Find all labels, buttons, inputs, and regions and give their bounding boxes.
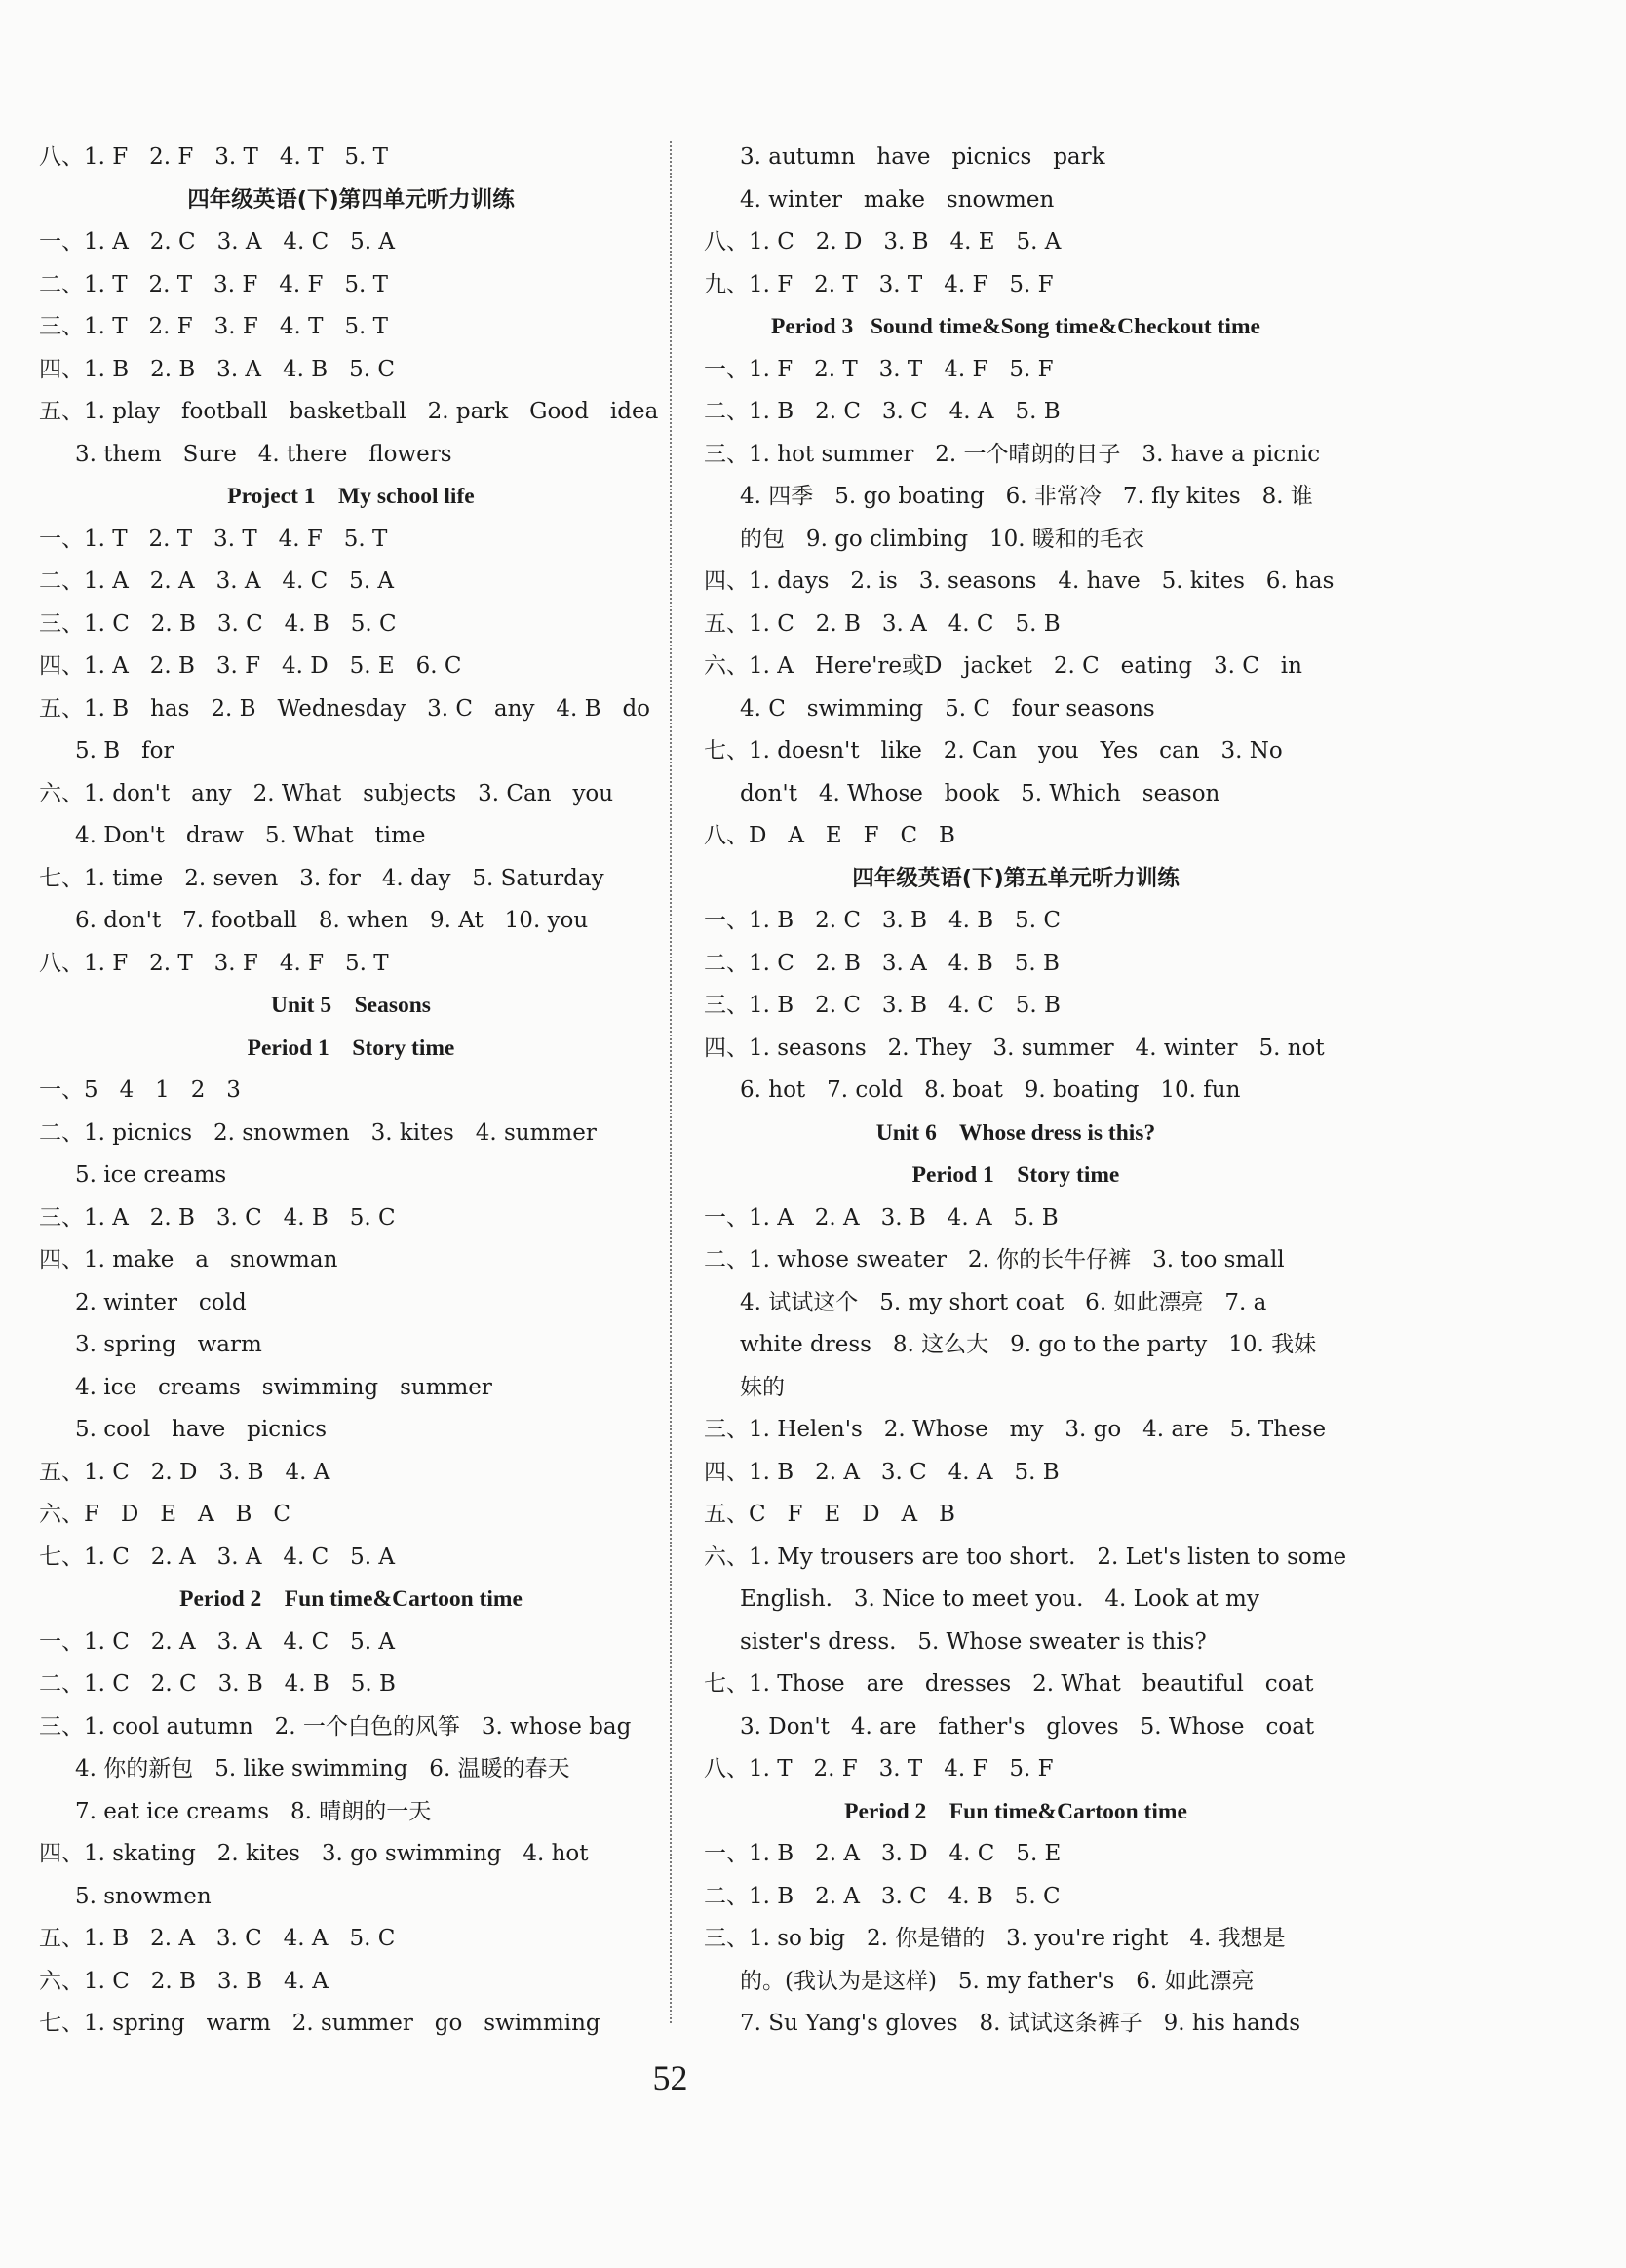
answer-line: 七、1. C 2. A 3. A 4. C 5. A [39, 1544, 396, 1570]
answer-line: 二、1. C 2. B 3. A 4. B 5. B [704, 950, 1060, 976]
answer-line: 六、1. C 2. B 3. B 4. A [39, 1968, 329, 1994]
answer-line: 三、1. hot summer 2. 一个晴朗的日子 3. have a picnic [704, 441, 1321, 467]
right-column [704, 137, 1347, 2046]
answer-line: 七、1. spring warm 2. summer go swimming [39, 2011, 600, 2036]
answer-line: 四、1. skating 2. kites 3. go swimming 4. hot [39, 1841, 589, 1866]
answer-line: 5. B for [75, 738, 174, 763]
answer-line: 七、1. doesn't like 2. Can you Yes can 3. No [704, 738, 1283, 763]
answer-line: 3. them Sure 4. there flowers [75, 441, 452, 467]
answer-line: 4. 试试这个 5. my short coat 6. 如此漂亮 7. a [740, 1289, 1267, 1315]
answer-line: 二、1. T 2. T 3. F 4. F 5. T [39, 271, 388, 297]
answer-line: 4. ice creams swimming summer [75, 1374, 492, 1400]
answer-line: 三、1. A 2. B 3. C 4. B 5. C [39, 1204, 396, 1231]
answer-line: 4. 你的新包 5. like swimming 6. 温暖的春天 [75, 1756, 570, 1781]
answer-line: 六、F D E A B C [39, 1502, 290, 1527]
page-number: 52 [652, 2058, 688, 2097]
answer-line: 六、1. A Here're或D jacket 2. C eating 3. C in [704, 653, 1302, 679]
answer-line: 四、1. seasons 2. They 3. summer 4. winter 5. not [704, 1035, 1325, 1061]
answer-line: 三、1. B 2. C 3. B 4. C 5. B [704, 993, 1061, 1018]
answer-line: 一、1. B 2. A 3. D 4. C 5. E [704, 1841, 1062, 1866]
answer-line: 四、1. B 2. A 3. C 4. A 5. B [704, 1459, 1060, 1485]
answer-line: 一、1. A 2. C 3. A 4. C 5. A [39, 229, 396, 254]
column-divider [670, 141, 672, 2023]
left-column [39, 137, 663, 2046]
answer-line: 2. winter cold [75, 1289, 247, 1315]
answer-line: 5. snowmen [75, 1883, 212, 1909]
section-heading: Period 1 Story time [911, 1162, 1120, 1188]
answer-line: 一、1. T 2. T 3. T 4. F 5. T [39, 526, 388, 552]
answer-line: 五、1. B 2. A 3. C 4. A 5. C [39, 1926, 396, 1951]
answer-line: 五、1. B has 2. B Wednesday 3. C any 4. B do [39, 695, 651, 722]
answer-line: 四、1. A 2. B 3. F 4. D 5. E 6. C [39, 653, 462, 679]
answer-line: 三、1. T 2. F 3. F 4. T 5. T [39, 314, 388, 339]
answer-line: 的包 9. go climbing 10. 暖和的毛衣 [740, 526, 1144, 552]
section-heading: Unit 5 Seasons [271, 993, 431, 1018]
answer-line: 7. eat ice creams 8. 晴朗的一天 [75, 1798, 432, 1824]
answer-line: 二、1. B 2. A 3. C 4. B 5. C [704, 1883, 1061, 1909]
answer-line: don't 4. Whose book 5. Which season [740, 780, 1220, 806]
answer-line: 4. 四季 5. go boating 6. 非常冷 7. fly kites 8. 谁 [740, 484, 1313, 509]
answer-line: 4. winter make snowmen [740, 186, 1055, 213]
answer-line: 一、1. C 2. A 3. A 4. C 5. A [39, 1628, 396, 1655]
answer-line: 五、1. C 2. D 3. B 4. A [39, 1459, 330, 1485]
answer-line: 七、1. time 2. seven 3. for 4. day 5. Saturday [39, 865, 604, 891]
answer-line: 5. ice creams [75, 1162, 227, 1188]
answer-line: 6. hot 7. cold 8. boat 9. boating 10. fun [740, 1077, 1241, 1103]
answer-line: 八、1. T 2. F 3. T 4. F 5. F [704, 1756, 1054, 1781]
section-heading: Period 3 Sound time&Song time&Checkout time [771, 314, 1260, 339]
answer-line: 六、1. don't any 2. What subjects 3. Can you [39, 780, 614, 806]
section-heading: 四年级英语(下)第五单元听力训练 [852, 865, 1180, 891]
answer-line: 四、1. days 2. is 3. seasons 4. have 5. kites 6. has [704, 568, 1335, 594]
section-heading: 四年级英语(下)第四单元听力训练 [187, 186, 515, 213]
answer-line: sister's dress. 5. Whose sweater is this? [740, 1628, 1207, 1655]
answer-line: 妹的 [740, 1374, 785, 1400]
answer-line: 3. spring warm [75, 1332, 262, 1357]
answer-line: 一、1. B 2. C 3. B 4. B 5. C [704, 908, 1061, 933]
answer-line: 八、1. C 2. D 3. B 4. E 5. A [704, 229, 1062, 254]
section-heading: Project 1 My school life [227, 484, 475, 509]
answer-line: 四、1. B 2. B 3. A 4. B 5. C [39, 356, 395, 382]
answer-line: 五、1. C 2. B 3. A 4. C 5. B [704, 610, 1061, 637]
section-heading: Period 1 Story time [247, 1035, 455, 1061]
answer-line: 3. autumn have picnics park [740, 144, 1105, 170]
answer-line: 三、1. Helen's 2. Whose my 3. go 4. are 5. These [704, 1417, 1327, 1442]
section-heading: Period 2 Fun time&Cartoon time [844, 1798, 1187, 1824]
answer-line: 二、1. B 2. C 3. C 4. A 5. B [704, 399, 1061, 424]
answer-line: 一、1. F 2. T 3. T 4. F 5. F [704, 356, 1054, 382]
answer-line: 二、1. A 2. A 3. A 4. C 5. A [39, 568, 395, 594]
answer-line: 一、5 4 1 2 3 [39, 1077, 241, 1103]
answer-line: 一、1. A 2. A 3. B 4. A 5. B [704, 1204, 1059, 1231]
section-heading: Unit 6 Whose dress is this? [875, 1119, 1156, 1146]
answer-line: 四、1. make a snowman [39, 1247, 338, 1272]
answer-line: 7. Su Yang's gloves 8. 试试这条裤子 9. his hands [740, 2011, 1301, 2036]
answer-line: English. 3. Nice to meet you. 4. Look at my [740, 1586, 1259, 1612]
answer-line: 八、1. F 2. F 3. T 4. T 5. T [39, 144, 388, 170]
answer-line: 二、1. picnics 2. snowmen 3. kites 4. summer [39, 1119, 597, 1146]
answer-line: 三、1. so big 2. 你是错的 3. you're right 4. 我想是 [704, 1926, 1286, 1951]
answer-line: 六、1. My trousers are too short. 2. Let's listen to some [704, 1544, 1347, 1570]
answer-line: 的。(我认为是这样) 5. my father's 6. 如此漂亮 [740, 1968, 1255, 1994]
answer-line: 三、1. cool autumn 2. 一个白色的风筝 3. whose bag [39, 1713, 632, 1740]
answer-line: 3. Don't 4. are father's gloves 5. Whose coat [740, 1713, 1315, 1740]
answer-line: 五、1. play football basketball 2. park Good idea [39, 399, 659, 424]
answer-line: 九、1. F 2. T 3. T 4. F 5. F [704, 271, 1054, 297]
answer-line: 4. C swimming 5. C four seasons [740, 695, 1155, 722]
answer-line: 八、D A E F C B [704, 823, 955, 848]
answer-line: 七、1. Those are dresses 2. What beautiful coat [704, 1671, 1314, 1697]
answer-line: 八、1. F 2. T 3. F 4. F 5. T [39, 950, 389, 976]
answer-line: 二、1. C 2. C 3. B 4. B 5. B [39, 1671, 396, 1697]
answer-line: 4. Don't draw 5. What time [75, 823, 426, 848]
answer-line: 三、1. C 2. B 3. C 4. B 5. C [39, 610, 397, 637]
answer-line: 二、1. whose sweater 2. 你的长牛仔裤 3. too small [704, 1247, 1285, 1272]
answer-line: white dress 8. 这么大 9. go to the party 10. 我妹 [740, 1332, 1317, 1357]
answer-line: 五、C F E D A B [704, 1502, 955, 1527]
section-heading: Period 2 Fun time&Cartoon time [179, 1586, 523, 1612]
answer-line: 6. don't 7. football 8. when 9. At 10. you [75, 908, 589, 933]
answer-line: 5. cool have picnics [75, 1417, 327, 1442]
